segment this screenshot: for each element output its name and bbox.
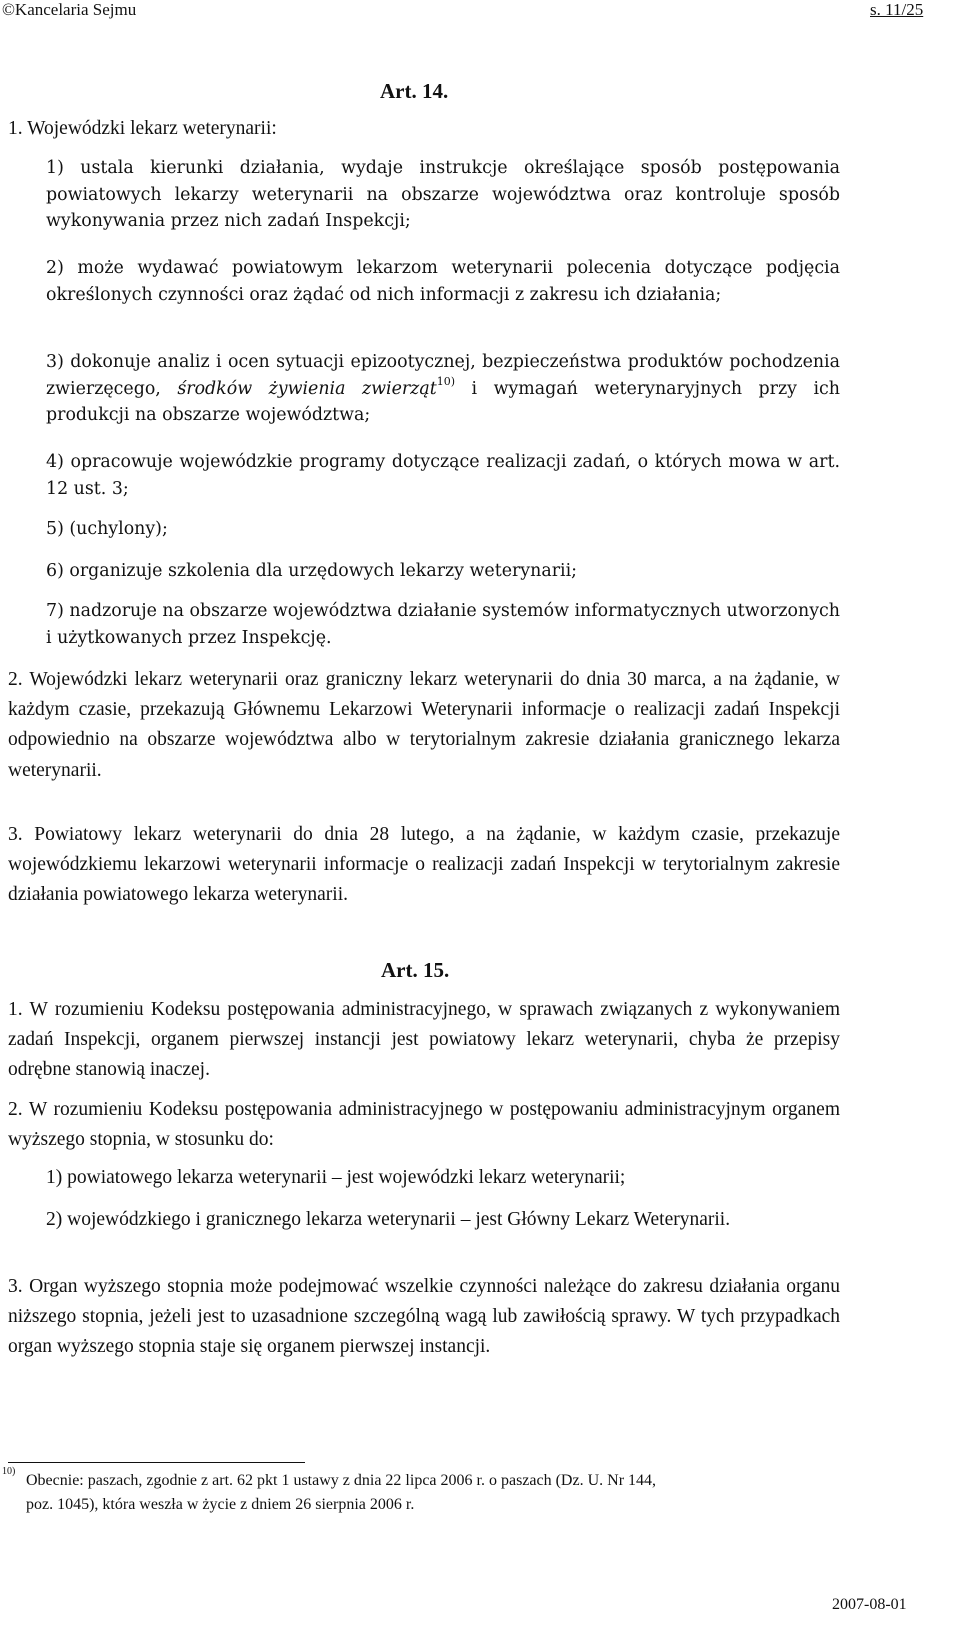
art14-item-3-italic: środków żywienia zwierząt xyxy=(177,378,437,399)
art14-item-1: 1) ustala kierunki działania, wydaje instrukcje określające sposób postępowania powiatowych lekarzy weterynarii na obszarze województwa oraz kontroluje sposób wykonywania przez nich zadań Inspekcji; xyxy=(46,158,840,231)
footnote-mark: 10) xyxy=(2,1466,16,1477)
page-number: s. 11/25 xyxy=(870,0,924,19)
art14-p2: 2. Wojewódzki lekarz weterynarii oraz graniczny lekarz weterynarii do dnia 30 marca, a na żądanie, w każdym czasie, przekazują Głównemu Lekarzowi Weterynarii informacje o realizacji zadań Inspekcji odpowiednio na obszarze województwa albo w terytorialnym zakresie działania granicznego lekarza weterynarii. xyxy=(8,669,840,781)
art14-item-6: 6) organizuje szkolenia dla urzędowych lekarzy weterynarii; xyxy=(46,561,577,581)
footnote-divider xyxy=(8,1462,305,1463)
footnote-ref: 10) xyxy=(436,374,455,388)
art14-item-7: 7) nadzoruje na obszarze województwa działanie systemów informatycznych utworzonych i użytkowanych przez Inspekcję. xyxy=(46,601,840,648)
art14-item-5: 5) (uchylony); xyxy=(46,519,168,539)
footer-date: 2007-08-01 xyxy=(832,1596,907,1613)
art14-item-3-before: 3) dokonuje analiz i ocen sytuacji epizootycznej, bezpieczeństwa produktów pochodzenia zwierzęcego, xyxy=(46,352,840,399)
art15-title: Art. 15. xyxy=(381,958,450,982)
art14-item-3-after: i wymagań weterynaryjnych przy ich produkcji na obszarze województwa; xyxy=(46,378,840,425)
art15-p2-item-1: 1) powiatowego lekarza weterynarii – jest wojewódzki lekarz weterynarii; xyxy=(46,1167,626,1188)
art14-p3: 3. Powiatowy lekarz weterynarii do dnia 28 lutego, a na żądanie, w każdym czasie, przekazuje wojewódzkiemu lekarzowi weterynarii informacje o realizacji zadań Inspekcji w terytorialnym zakresie działania powiatowego lekarza weterynarii. xyxy=(8,824,840,906)
footnote-line-1: Obecnie: paszach, zgodnie z art. 62 pkt 1 ustawy z dnia 22 lipca 2006 r. o paszach (Dz. U. Nr 144, xyxy=(26,1472,657,1489)
art15-p2-item-2: 2) wojewódzkiego i granicznego lekarza weterynarii – jest Główny Lekarz Weterynarii. xyxy=(46,1209,731,1230)
art14-p1-intro: 1. Wojewódzki lekarz weterynarii: xyxy=(8,118,277,139)
art15-p2: 2. W rozumieniu Kodeksu postępowania administracyjnego w postępowaniu administracyjnym organem wyższego stopnia, w stosunku do: xyxy=(8,1099,840,1151)
art14-item-4: 4) opracowuje wojewódzkie programy dotyczące realizacji zadań, o których mowa w art. 12 ust. 3; xyxy=(46,452,840,499)
header-left: ©Kancelaria Sejmu xyxy=(2,0,137,19)
art15-p3: 3. Organ wyższego stopnia może podejmować wszelkie czynności należące do zakresu działania organu niższego stopnia, jeżeli jest to uzasadnione szczególną wagą lub zawiłością sprawy. W tych przypadkach organ wyższego stopnia staje się organem pierwszej instancji. xyxy=(8,1276,840,1358)
footnote-line-2: poz. 1045), która weszła w życie z dniem 26 sierpnia 2006 r. xyxy=(26,1496,415,1513)
art14-item-3 xyxy=(46,349,840,429)
art15-p1: 1. W rozumieniu Kodeksu postępowania administracyjnego, w sprawach związanych z wykonywaniem zadań Inspekcji, organem pierwszej instancji jest powiatowy lekarz weterynarii, chyba że przepisy odrębne stanowią inaczej. xyxy=(8,999,840,1081)
art14-item-2: 2) może wydawać powiatowym lekarzom weterynarii polecenia dotyczące podjęcia określonych czynności oraz żądać od nich informacji z zakresu ich działania; xyxy=(46,258,840,305)
art14-title: Art. 14. xyxy=(380,79,449,103)
